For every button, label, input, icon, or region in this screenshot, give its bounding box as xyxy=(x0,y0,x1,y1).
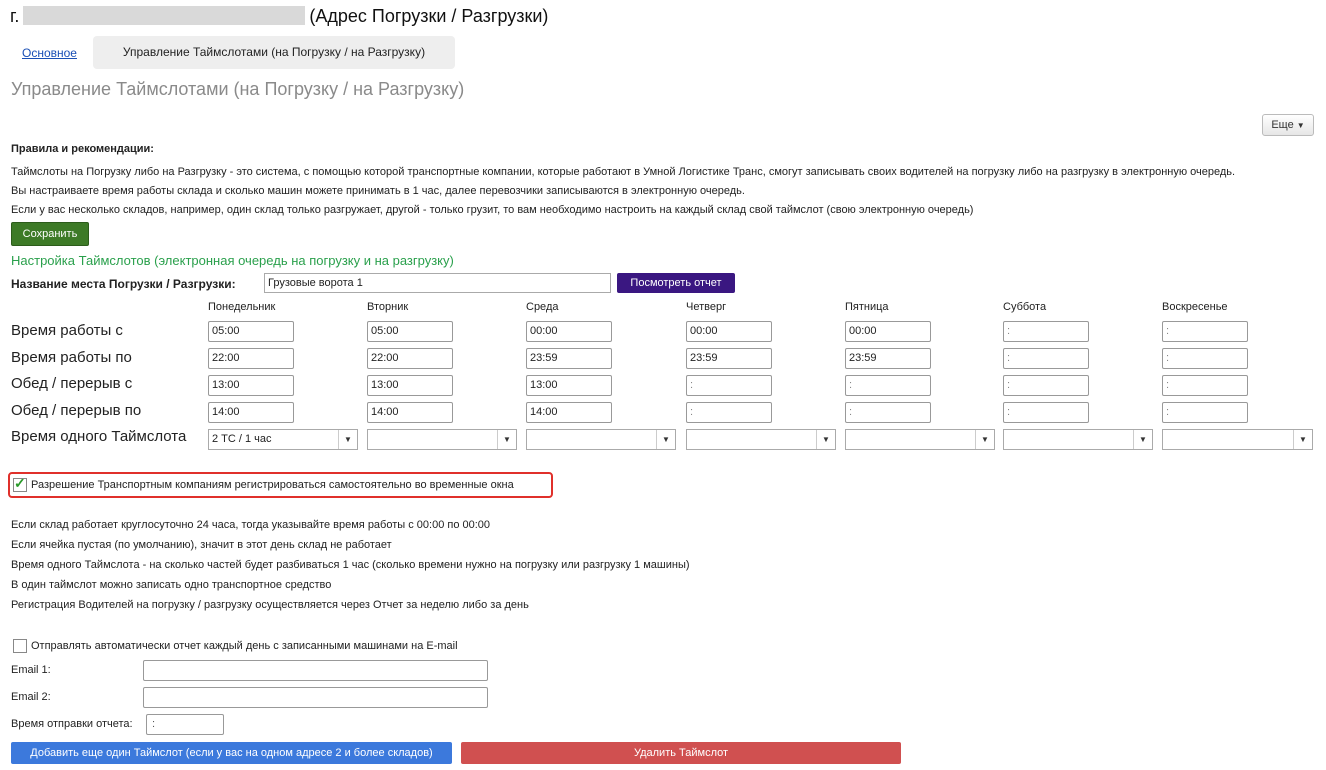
title-suffix: (Адрес Погрузки / Разгрузки) xyxy=(309,6,549,26)
day-header-monday: Понедельник xyxy=(208,301,276,313)
friday-work-to-input[interactable]: 23:59 xyxy=(845,348,931,369)
chevron-down-icon[interactable]: ▼ xyxy=(816,430,835,449)
chevron-down-icon[interactable]: ▼ xyxy=(497,430,516,449)
saturday-break-to-input[interactable]: : xyxy=(1003,402,1089,423)
permission-label: Разрешение Транспортным компаниям регистрироваться самостоятельно во временные окна xyxy=(31,479,514,491)
auto-report-label: Отправлять автоматически отчет каждый день с записанными машинами на E-mail xyxy=(31,640,458,652)
wednesday-break-from-input[interactable]: 13:00 xyxy=(526,375,612,396)
note-line: Если склад работает круглосуточно 24 часа, тогда указывайте время работы с 00:00 по 00:00 xyxy=(11,519,491,531)
auto-report-checkbox[interactable] xyxy=(13,639,27,653)
page-header-title xyxy=(10,6,548,27)
day-header-wednesday: Среда xyxy=(526,301,559,313)
saturday-work-from-input[interactable]: : xyxy=(1003,321,1089,342)
row-label-work-from: Время работы с xyxy=(11,322,123,339)
view-report-button[interactable]: Посмотреть отчет xyxy=(617,273,735,293)
monday-break-from-input[interactable]: 13:00 xyxy=(208,375,294,396)
sunday-break-from-input[interactable]: : xyxy=(1162,375,1248,396)
tuesday-work-from-input[interactable]: 05:00 xyxy=(367,321,453,342)
place-name-label: Название места Погрузки / Разгрузки: xyxy=(11,277,236,291)
page-title: Управление Таймслотами (на Погрузку / на Разгрузку) xyxy=(11,79,465,99)
sunday-timeslot-select[interactable] xyxy=(1162,429,1313,450)
rules-line: Таймслоты на Погрузку либо на Разгрузку - это система, с помощью которой транспортные компании, которые работают в Умной Логистике Транс, смогут записывать своих водителей на погрузку либо на разгрузку в электронную очередь. xyxy=(11,166,1236,178)
saturday-break-from-input[interactable]: : xyxy=(1003,375,1089,396)
save-button[interactable]: Сохранить xyxy=(11,222,89,246)
saturday-work-to-input[interactable]: : xyxy=(1003,348,1089,369)
place-name-input[interactable]: Грузовые ворота 1 xyxy=(264,273,611,293)
day-header-tuesday: Вторник xyxy=(367,301,409,313)
email2-input[interactable] xyxy=(143,687,488,708)
title-prefix: г. xyxy=(10,6,20,26)
tuesday-break-to-input[interactable]: 14:00 xyxy=(367,402,453,423)
tab-timeslots[interactable]: Управление Таймслотами (на Погрузку / на Разгрузку) xyxy=(93,36,455,69)
tab-main[interactable]: Основное xyxy=(22,46,77,60)
rules-heading: Правила и рекомендации: xyxy=(11,143,154,155)
friday-work-from-input[interactable]: 00:00 xyxy=(845,321,931,342)
note-line: Если ячейка пустая (по умолчанию), значит в этот день склад не работает xyxy=(11,539,392,551)
report-time-label: Время отправки отчета: xyxy=(11,718,133,730)
chevron-down-icon[interactable]: ▼ xyxy=(975,430,994,449)
rules-line: Вы настраиваете время работы склада и сколько машин можете принимать в 1 час, далее перевозчики записываются в электронную очередь. xyxy=(11,185,745,197)
chevron-down-icon[interactable]: ▼ xyxy=(338,430,357,449)
sunday-work-from-input[interactable]: : xyxy=(1162,321,1248,342)
delete-timeslot-button[interactable]: Удалить Таймслот xyxy=(461,742,901,764)
add-timeslot-button[interactable]: Добавить еще один Таймслот (если у вас на одном адресе 2 и более складов) xyxy=(11,742,452,764)
thursday-work-from-input[interactable]: 00:00 xyxy=(686,321,772,342)
row-label-break-to: Обед / перерыв по xyxy=(11,402,142,419)
more-button[interactable] xyxy=(1262,114,1314,136)
monday-work-from-input[interactable]: 05:00 xyxy=(208,321,294,342)
more-button-label: Еще xyxy=(1271,119,1294,131)
friday-break-from-input[interactable]: : xyxy=(845,375,931,396)
report-time-input[interactable]: : xyxy=(146,714,224,735)
email2-label: Email 2: xyxy=(11,691,51,703)
email1-input[interactable] xyxy=(143,660,488,681)
tuesday-work-to-input[interactable]: 22:00 xyxy=(367,348,453,369)
thursday-break-to-input[interactable]: : xyxy=(686,402,772,423)
row-label-break-from: Обед / перерыв с xyxy=(11,375,133,392)
thursday-timeslot-select[interactable] xyxy=(686,429,836,450)
monday-break-to-input[interactable]: 14:00 xyxy=(208,402,294,423)
day-header-saturday: Суббота xyxy=(1003,301,1047,313)
sunday-work-to-input[interactable]: : xyxy=(1162,348,1248,369)
wednesday-work-to-input[interactable]: 23:59 xyxy=(526,348,612,369)
day-header-friday: Пятница xyxy=(845,301,889,313)
day-header-sunday: Воскресенье xyxy=(1162,301,1228,313)
permission-checkbox[interactable] xyxy=(13,478,27,492)
friday-break-to-input[interactable]: : xyxy=(845,402,931,423)
note-line: Время одного Таймслота - на сколько частей будет разбиваться 1 час (сколько времени нужно на погрузку или разгрузку 1 машины) xyxy=(11,559,690,571)
monday-timeslot-select[interactable] xyxy=(208,429,358,450)
redacted-city xyxy=(23,6,305,25)
sunday-break-to-input[interactable]: : xyxy=(1162,402,1248,423)
wednesday-break-to-input[interactable]: 14:00 xyxy=(526,402,612,423)
rules-line: Если у вас несколько складов, например, один склад только разгружает, другой - только грузит, то вам необходимо настроить на каждый склад свой таймслот (свою электронную очередь) xyxy=(11,204,974,216)
chevron-down-icon[interactable]: ▼ xyxy=(1133,430,1152,449)
wednesday-timeslot-select[interactable] xyxy=(526,429,676,450)
chevron-down-icon[interactable]: ▼ xyxy=(656,430,675,449)
tuesday-break-from-input[interactable]: 13:00 xyxy=(367,375,453,396)
email1-label: Email 1: xyxy=(11,664,51,676)
section-heading: Настройка Таймслотов (электронная очередь на погрузку и на разгрузку) xyxy=(11,253,454,268)
note-line: В один таймслот можно записать одно транспортное средство xyxy=(11,579,332,591)
chevron-down-icon[interactable]: ▼ xyxy=(1293,430,1312,449)
caret-down-icon: ▼ xyxy=(1296,121,1305,130)
row-label-work-to: Время работы по xyxy=(11,349,132,366)
wednesday-work-from-input[interactable]: 00:00 xyxy=(526,321,612,342)
note-line: Регистрация Водителей на погрузку / разгрузку осуществляется через Отчет за неделю либо за день xyxy=(11,599,529,611)
monday-work-to-input[interactable]: 22:00 xyxy=(208,348,294,369)
monday-timeslot-value: 2 ТС / 1 час xyxy=(212,433,272,445)
day-header-thursday: Четверг xyxy=(686,301,727,313)
friday-timeslot-select[interactable] xyxy=(845,429,995,450)
saturday-timeslot-select[interactable] xyxy=(1003,429,1153,450)
thursday-work-to-input[interactable]: 23:59 xyxy=(686,348,772,369)
row-label-timeslot: Время одного Таймслота xyxy=(11,428,187,445)
thursday-break-from-input[interactable]: : xyxy=(686,375,772,396)
tuesday-timeslot-select[interactable] xyxy=(367,429,517,450)
